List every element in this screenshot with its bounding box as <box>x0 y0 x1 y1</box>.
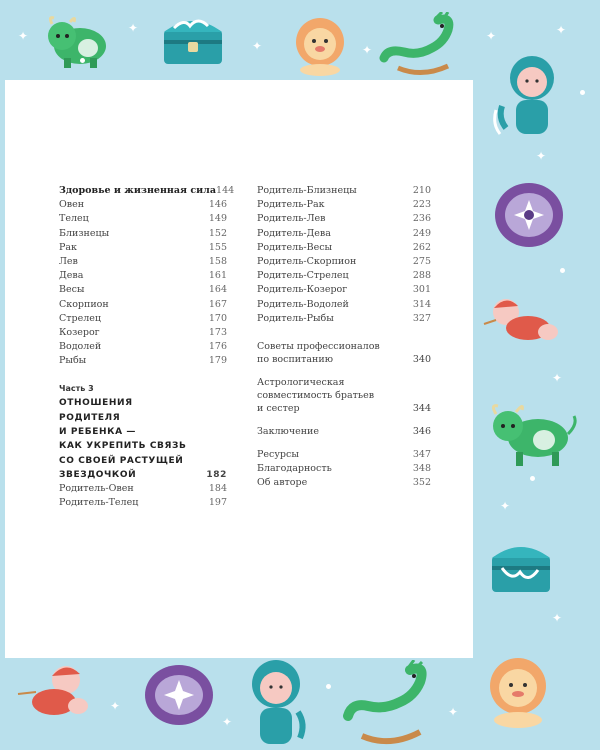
toc-entry[interactable] <box>257 462 431 476</box>
toc-entry-page: 173 <box>208 326 227 338</box>
toc-entry[interactable] <box>257 184 431 198</box>
toc-entry[interactable] <box>59 496 227 510</box>
toc-entry-page: 236 <box>412 213 431 225</box>
toc-entry-title: Дева <box>59 270 84 282</box>
toc-entry-page: 161 <box>208 270 227 282</box>
dot-icon <box>560 268 565 273</box>
toc-entry-title: Астрологическая совместимость братьев и сестер <box>257 376 375 414</box>
toc-entry-title: Близнецы <box>59 227 110 239</box>
part-title-text: ОТНОШЕНИЯ РОДИТЕЛЯ И РЕБЕНКА — КАК УКРЕПИТЬ СВЯЗЬ СО СВОЕЙ РАСТУЩЕЙ ЗВЕЗДОЧКОЙ <box>59 398 187 480</box>
part-label: Часть 3 <box>59 384 94 394</box>
toc-entry-title: Родитель-Близнецы <box>257 185 357 196</box>
toc-entry-title: Ресурсы <box>257 448 299 460</box>
toc-entry-title: Овен <box>59 199 85 211</box>
toc-entry[interactable] <box>59 184 235 198</box>
crystal-geode-icon <box>142 662 216 728</box>
toc-entry-title: Родитель-Козерог <box>257 284 348 296</box>
toc-entry-title: Родитель-Овен <box>59 483 134 495</box>
part-title[interactable] <box>59 396 227 482</box>
toc-entry-title: Родитель-Рыбы <box>257 312 334 324</box>
toc-entry-page: 179 <box>208 355 227 367</box>
toc-entry-page: 327 <box>412 312 431 324</box>
toc-entry[interactable] <box>257 448 431 462</box>
toc-entry-title: Скорпион <box>59 298 109 310</box>
toc-entry[interactable] <box>59 255 227 269</box>
toc-entry[interactable] <box>59 198 227 212</box>
toc-entry[interactable] <box>59 283 227 297</box>
toc-entry-page: 146 <box>208 199 227 211</box>
star-icon: ✦ <box>448 705 459 719</box>
toc-entry-title: Родитель-Водолей <box>257 298 349 310</box>
star-icon: ✦ <box>552 611 563 625</box>
toc-entry[interactable] <box>59 340 227 354</box>
toc-entry[interactable] <box>59 241 227 255</box>
star-icon: ✦ <box>552 371 563 385</box>
toc-entry-title: Весы <box>59 284 85 296</box>
toc-entry-page: 210 <box>412 185 431 196</box>
aquarius-girl-icon <box>238 654 318 746</box>
toc-entry-title: Родитель-Лев <box>257 213 326 225</box>
toc-entry[interactable] <box>59 227 227 241</box>
toc-entry[interactable] <box>257 376 431 415</box>
toc-entry-title: Телец <box>59 213 89 225</box>
toc-entry-title: Стрелец <box>59 312 101 324</box>
toc-entry-page: 347 <box>412 448 431 460</box>
toc-entry-page: 348 <box>412 463 431 475</box>
book-page <box>5 80 473 658</box>
toc-entry-title: Рыбы <box>59 355 87 367</box>
toc-entry[interactable] <box>257 312 431 326</box>
toc-entry-page: 158 <box>208 255 227 267</box>
star-icon: ✦ <box>18 29 29 43</box>
toc-entry[interactable] <box>257 255 431 269</box>
dot-icon <box>580 90 585 95</box>
star-icon: ✦ <box>252 39 263 53</box>
toc-entry-title: Родитель-Стрелец <box>257 270 349 282</box>
toc-entry-title: Здоровье и жизненная сила <box>59 185 217 196</box>
lion-icon <box>285 14 355 76</box>
toc-entry[interactable] <box>257 298 431 312</box>
dot-icon <box>530 476 535 481</box>
toc-column-left <box>59 184 235 511</box>
toc-entry-title: Родитель-Рак <box>257 199 325 211</box>
toc-entry-page: 249 <box>412 227 431 239</box>
toc-entry-page: 176 <box>208 341 227 353</box>
treasure-chest-icon <box>160 12 226 68</box>
toc-entry[interactable] <box>257 198 431 212</box>
toc-entry[interactable] <box>59 269 227 283</box>
toc-entry[interactable] <box>59 482 227 496</box>
star-icon: ✦ <box>500 499 511 513</box>
toc-entry[interactable] <box>257 340 431 366</box>
star-icon: ✦ <box>128 21 139 35</box>
toc-entry[interactable] <box>59 354 227 368</box>
toc-entry[interactable] <box>59 326 227 340</box>
seahorse-capricorn-icon <box>340 660 436 746</box>
star-icon: ✦ <box>556 23 567 37</box>
toc-entry-page: 152 <box>208 227 227 239</box>
star-icon: ✦ <box>110 699 121 713</box>
toc-entry[interactable] <box>59 212 227 226</box>
toc-entry-title: Козерог <box>59 326 100 338</box>
toc-entry-title: Родитель-Скорпион <box>257 255 357 267</box>
star-icon: ✦ <box>536 149 547 163</box>
toc-entry-page: 262 <box>412 241 431 253</box>
toc-entry-page: 149 <box>208 213 227 225</box>
toc-entry-title: Об авторе <box>257 477 308 489</box>
toc-entry-page: 144 <box>216 185 235 196</box>
toc-entry-page: 301 <box>412 284 431 296</box>
toc-entry-title: Родитель-Весы <box>257 241 333 253</box>
toc-entry-page: 352 <box>412 477 431 489</box>
toc-entry-title: Рак <box>59 241 77 253</box>
baby-sagittarius-icon <box>482 294 568 352</box>
toc-entry[interactable] <box>257 227 431 241</box>
toc-entry-page: 346 <box>412 425 431 437</box>
toc-entry[interactable] <box>257 212 431 226</box>
toc-entry-page: 223 <box>412 199 431 211</box>
toc-entry[interactable] <box>257 241 431 255</box>
lion-icon <box>478 652 562 730</box>
treasure-chest-icon <box>488 538 554 596</box>
toc-entry-page: 167 <box>208 298 227 310</box>
toc-entry-page: 164 <box>208 284 227 296</box>
toc-entry-page: 197 <box>208 497 227 509</box>
toc-entry-page: 170 <box>208 312 227 324</box>
star-icon: ✦ <box>222 715 233 729</box>
toc-entry[interactable] <box>59 312 227 326</box>
toc-entry-title: Лев <box>59 255 78 267</box>
toc-entry-title: Родитель-Телец <box>59 497 139 509</box>
toc-entry-title: Заключение <box>257 425 320 437</box>
bull-icon <box>42 12 110 70</box>
toc-entry-page: 184 <box>208 483 227 495</box>
toc-entry[interactable] <box>257 283 431 297</box>
dot-icon <box>80 58 85 63</box>
toc-entry-title: Благодарность <box>257 463 332 475</box>
toc-entry[interactable] <box>257 476 431 490</box>
star-icon: ✦ <box>486 29 497 43</box>
baby-sagittarius-icon <box>14 662 100 722</box>
toc-entry-page: 314 <box>412 298 431 310</box>
dot-icon <box>326 684 331 689</box>
toc-column-right <box>257 184 431 490</box>
toc-entry[interactable] <box>257 269 431 283</box>
toc-entry-page: 155 <box>208 241 227 253</box>
seahorse-capricorn-icon <box>378 12 464 78</box>
toc-entry-page: 344 <box>412 402 431 414</box>
toc-entry[interactable] <box>59 298 227 312</box>
toc-entry[interactable] <box>257 425 431 438</box>
crystal-geode-icon <box>492 178 566 252</box>
toc-entry-page: 275 <box>412 255 431 267</box>
toc-entry-page: 288 <box>412 270 431 282</box>
bull-icon <box>486 400 578 470</box>
toc-entry-title: Водолей <box>59 341 102 353</box>
toc-entry-page: 340 <box>412 353 431 365</box>
star-icon: ✦ <box>362 43 373 57</box>
aquarius-girl-icon <box>488 48 578 144</box>
toc-entry-title: Родитель-Дева <box>257 227 331 239</box>
part-page-number: 182 <box>206 469 227 480</box>
toc-entry-title: Советы профессионалов по воспитанию <box>257 340 380 365</box>
